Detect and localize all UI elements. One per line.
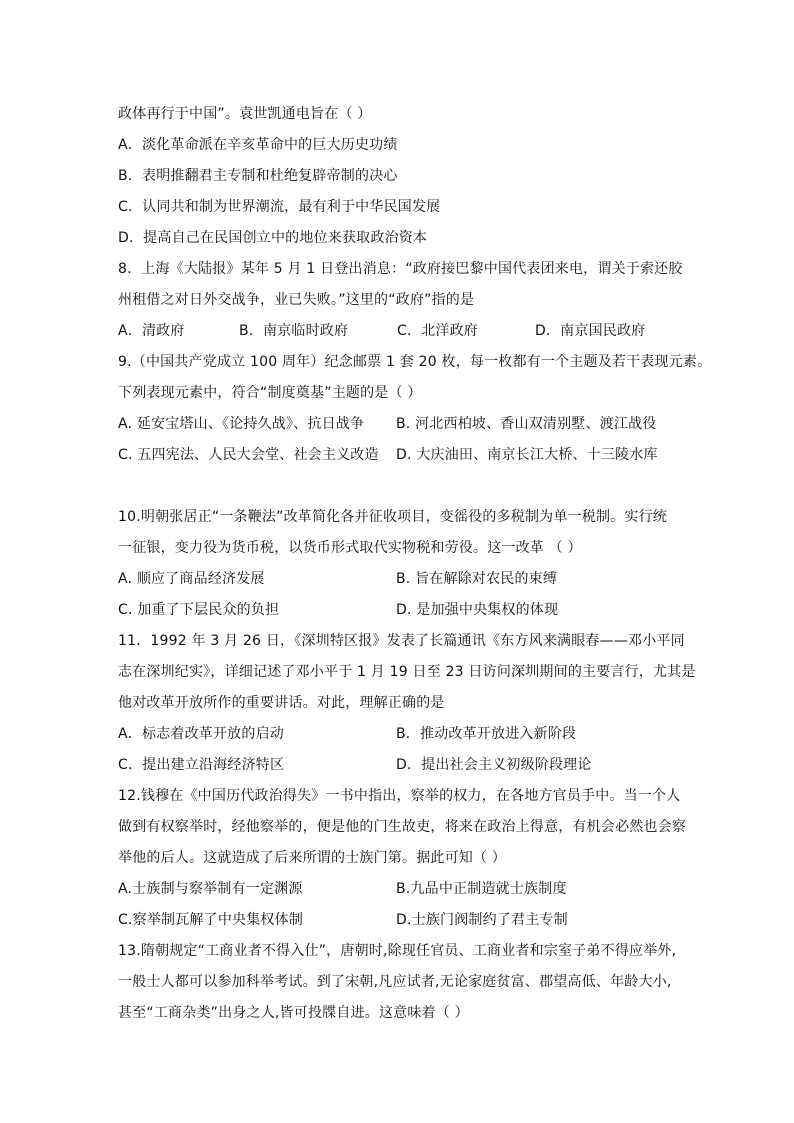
q13-stem-line2: 一般士人都可以参加科举考试。到了宋朝,凡应试者,无论家庭贫富、郡望高低、年龄大小, bbox=[118, 974, 672, 990]
q7-option-a: A．淡化革命派在辛亥革命中的巨大历史功绩 bbox=[118, 137, 398, 153]
q12-stem-line2: 做到有权察举时，经他察举的，便是他的门生故吏，将来在政治上得意，有机会必然也会察 bbox=[118, 819, 686, 835]
q11-option-b: B．推动改革开放进入新阶段 bbox=[396, 726, 577, 742]
q9-option-b: B. 河北西柏坡、香山双清别墅、渡江战役 bbox=[396, 416, 657, 432]
q12-stem-line3: 举他的后人。这就造成了后来所谓的士族门第。据此可知（ ） bbox=[118, 850, 507, 866]
q8-option-c: C．北洋政府 bbox=[397, 323, 478, 339]
q9-option-c: C. 五四宪法、人民大会堂、社会主义改造 bbox=[118, 447, 379, 463]
q8-option-b: B．南京临时政府 bbox=[239, 323, 349, 339]
q9-stem-line1: 9.（中国共产党成立 100 周年）纪念邮票 1 套 20 枚，每一枚都有一个主题及若干表现元素。 bbox=[118, 354, 712, 370]
q9-option-d: D. 大庆油田、南京长江大桥、十三陵水库 bbox=[396, 447, 658, 463]
q11-option-a: A．标志着改革开放的启动 bbox=[118, 726, 284, 742]
q13-stem-line3: 甚至“工商杂类”出身之人,皆可投牒自进。这意味着（ ） bbox=[118, 1005, 469, 1021]
q13-stem-line1: 13.隋朝规定“工商业者不得入仕”，唐朝时,除现任官员、工商业者和宗室子弟不得应举外, bbox=[118, 943, 677, 959]
q12-stem-line1: 12.钱穆在《中国历代政治得失》一书中指出，察举的权力，在各地方官员手中。当一个人 bbox=[118, 788, 681, 804]
q9-option-a: A. 延安宝塔山、《论持久战》、抗日战争 bbox=[118, 416, 365, 432]
q12-option-d: D.士族门阀制约了君主专制 bbox=[396, 912, 568, 928]
q10-stem-line2: 一征银，变力役为货币税，以货币形式取代实物税和劳役。这一改革 （ ） bbox=[118, 540, 582, 556]
q11-stem-line1: 11．1992 年 3 月 26 日，《深圳特区报》发表了长篇通讯《东方风来满眼春——邓小平同 bbox=[118, 633, 685, 649]
q10-option-d: D. 是加强中央集权的体现 bbox=[396, 602, 559, 618]
q12-option-c: C.察举制瓦解了中央集权体制 bbox=[118, 912, 304, 928]
q11-stem-line3: 他对改革开放所作的重要讲话。对此，理解正确的是 bbox=[118, 695, 445, 711]
q8-option-d: D．南京国民政府 bbox=[535, 323, 646, 339]
q10-option-c: C. 加重了下层民众的负担 bbox=[118, 602, 280, 618]
q12-option-a: A.士族制与察举制有一定渊源 bbox=[118, 881, 303, 897]
q11-option-d: D．提出社会主义初级阶段理论 bbox=[396, 757, 592, 773]
q11-option-c: C．提出建立沿海经济特区 bbox=[118, 757, 285, 773]
q7-option-d: D．提高自己在民国创立中的地位来获取政治资本 bbox=[118, 230, 428, 246]
q11-stem-line2: 志在深圳纪实》，详细记述了邓小平于 1 月 19 日至 23 日访问深圳期间的主要言行，尤其是 bbox=[118, 664, 696, 680]
q10-option-b: B. 旨在解除对农民的束缚 bbox=[396, 571, 558, 587]
q7-stem: 政体再行于中国”。袁世凯通电旨在（ ） bbox=[118, 106, 372, 122]
q8-option-a: A．清政府 bbox=[118, 323, 185, 339]
q12-option-b: B.九品中正制造就士族制度 bbox=[396, 881, 567, 897]
q10-option-a: A. 顺应了商品经济发展 bbox=[118, 571, 265, 587]
q10-stem-line1: 10.明朝张居正“一条鞭法”改革简化各并征收项目，变徭役的多税制为单一税制。实行统 bbox=[118, 509, 667, 525]
q7-option-b: B．表明推翻君主专制和杜绝复辟帝制的决心 bbox=[118, 168, 398, 184]
q8-stem-line1: 8．上海《大陆报》某年 5 月 1 日登出消息：“政府接巴黎中国代表团来电，谓关于索还胶 bbox=[118, 261, 683, 277]
q7-option-c: C．认同共和制为世界潮流，最有利于中华民国发展 bbox=[118, 199, 441, 215]
q9-stem-line2: 下列表现元素中，符合“制度奠基”主题的是（ ） bbox=[118, 385, 422, 401]
q8-stem-line2: 州租借之对日外交战争，业已失败。”这里的“政府”指的是 bbox=[118, 292, 475, 308]
q8-options-row bbox=[118, 321, 645, 341]
